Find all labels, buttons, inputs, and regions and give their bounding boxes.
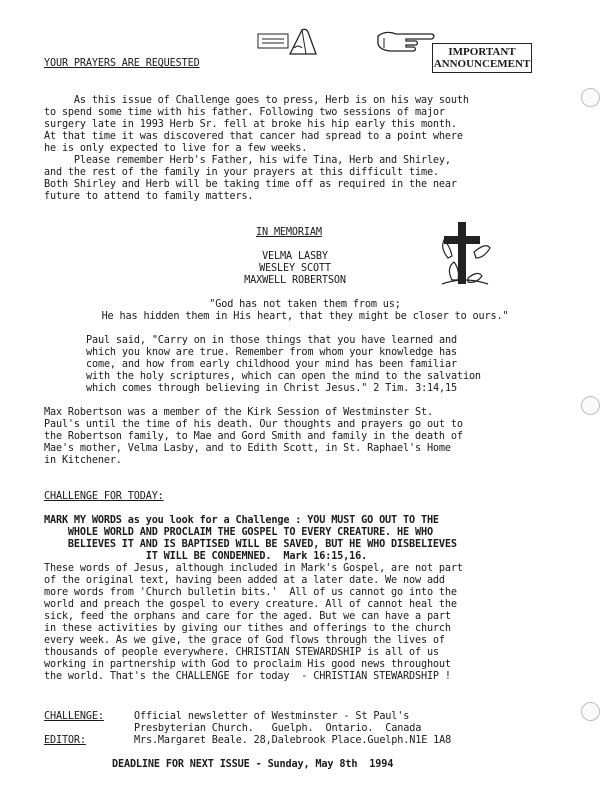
memoriam-name: MAXWELL ROBERTSON bbox=[244, 275, 346, 286]
prayers-heading: YOUR PRAYERS ARE REQUESTED bbox=[44, 58, 200, 69]
pointing-hand-icon bbox=[376, 28, 436, 54]
important-announcement-box bbox=[432, 43, 532, 73]
text-line: These words of Jesus, although included in Mark's Gospel, are not part bbox=[44, 563, 463, 574]
text-line: Paul said, "Carry on in those things that you have learned and bbox=[86, 335, 457, 346]
text-line: the Robertson family, to Mae and Gord Smith and family in the death of bbox=[44, 431, 463, 442]
text-line: sick, feed the orphans and care for the aged. But we can have a part bbox=[44, 611, 451, 622]
text-line: working in partnership with God to proclaim His good news throughout bbox=[44, 659, 451, 670]
text-line: future to attend to family matters. bbox=[44, 191, 254, 202]
text-line: At that time it was discovered that cancer had spread to a point where bbox=[44, 131, 463, 142]
binder-hole-middle bbox=[581, 396, 600, 415]
text-line: Both Shirley and Herb will be taking time off as required in the near bbox=[44, 179, 457, 190]
text-line: which you know are true. Remember from whom your knowledge has bbox=[86, 347, 457, 358]
footer-editor-label: EDITOR: bbox=[44, 735, 86, 746]
footer-challenge-line: Presbyterian Church. Guelph. Ontario. Canada bbox=[134, 723, 422, 734]
text-line: and the rest of the family in your prayers at this difficult time. bbox=[44, 167, 439, 178]
cross-lily-icon bbox=[434, 218, 496, 290]
prayer-hands-icon bbox=[250, 26, 334, 58]
text-line: MARK MY WORDS as you look for a Challenge : YOU MUST GO OUT TO THE bbox=[44, 515, 439, 526]
footer-challenge-label: CHALLENGE: bbox=[44, 711, 104, 722]
memoriam-heading: IN MEMORIAM bbox=[256, 227, 322, 238]
text-line: the world. That's the CHALLENGE for today - CHRISTIAN STEWARDSHIP ! bbox=[44, 671, 451, 682]
footer-editor-line: Mrs.Margaret Beale. 28,Dalebrook Place.Guelph.N1E 1A8 bbox=[134, 735, 452, 746]
memoriam-name: WESLEY SCOTT bbox=[259, 263, 331, 274]
footer-deadline: DEADLINE FOR NEXT ISSUE - Sunday, May 8th 1994 bbox=[112, 759, 394, 770]
text-line: in these activities by giving our tithes and offerings to the church bbox=[44, 623, 451, 634]
announcement-line1: IMPORTANT bbox=[448, 46, 516, 58]
text-line: WHOLE WORLD AND PROCLAIM THE GOSPEL TO EVERY CREATURE. HE WHO bbox=[44, 527, 433, 538]
text-line: thousands of people everywhere. CHRISTIAN STEWARDSHIP is all of us bbox=[44, 647, 439, 658]
memoriam-quote-line: "God has not taken them from us; bbox=[209, 299, 401, 310]
text-line: surgery late in 1993 Herb Sr. fell at broke his hip early this month. bbox=[44, 119, 457, 130]
text-line: more words from 'Church bulletin bits.' All of us cannot go into the bbox=[44, 587, 457, 598]
text-line: every week. As we give, the grace of God flows through the lives of bbox=[44, 635, 445, 646]
text-line: he is only expected to live for a few weeks. bbox=[44, 143, 308, 154]
text-line: of the original text, having been added at a later date. We now add bbox=[44, 575, 445, 586]
text-line: IT WILL BE CONDEMNED. Mark 16:15,16. bbox=[44, 551, 368, 562]
announcement-line2: ANNOUNCEMENT bbox=[433, 58, 531, 70]
memoriam-name: VELMA LASBY bbox=[262, 251, 328, 262]
text-line: which comes through believing in Christ Jesus." 2 Tim. 3:14,15 bbox=[86, 383, 457, 394]
text-line: Please remember Herb's Father, his wife Tina, Herb and Shirley, bbox=[44, 155, 451, 166]
text-line: As this issue of Challenge goes to press, Herb is on his way south bbox=[44, 95, 469, 106]
text-line: BELIEVES IT AND IS BAPTISED WILL BE SAVED, BUT HE WHO DISBELIEVES bbox=[44, 539, 457, 550]
text-line: with the holy scriptures, which can open the mind to the salvation bbox=[86, 371, 481, 382]
memoriam-quote-line: He has hidden them in His heart, that they might be closer to ours." bbox=[101, 311, 509, 322]
text-line: Max Robertson was a member of the Kirk Session of Westminster St. bbox=[44, 407, 433, 418]
binder-hole-top bbox=[581, 88, 600, 107]
footer-challenge-line: Official newsletter of Westminster - St Paul's bbox=[134, 711, 410, 722]
text-line: to spend some time with his father. Following two sessions of major bbox=[44, 107, 445, 118]
text-line: Mae's mother, Velma Lasby, and to Edith Scott, in St. Raphael's Home bbox=[44, 443, 451, 454]
text-line: come, and how from early childhood your mind has been familiar bbox=[86, 359, 457, 370]
challenge-heading: CHALLENGE FOR TODAY: bbox=[44, 491, 164, 502]
text-line: Paul's until the time of his death. Our thoughts and prayers go out to bbox=[44, 419, 463, 430]
text-line: in Kitchener. bbox=[44, 455, 122, 466]
text-line: world and preach the gospel to every creature. All of cannot heal the bbox=[44, 599, 457, 610]
binder-hole-bottom bbox=[581, 702, 600, 721]
